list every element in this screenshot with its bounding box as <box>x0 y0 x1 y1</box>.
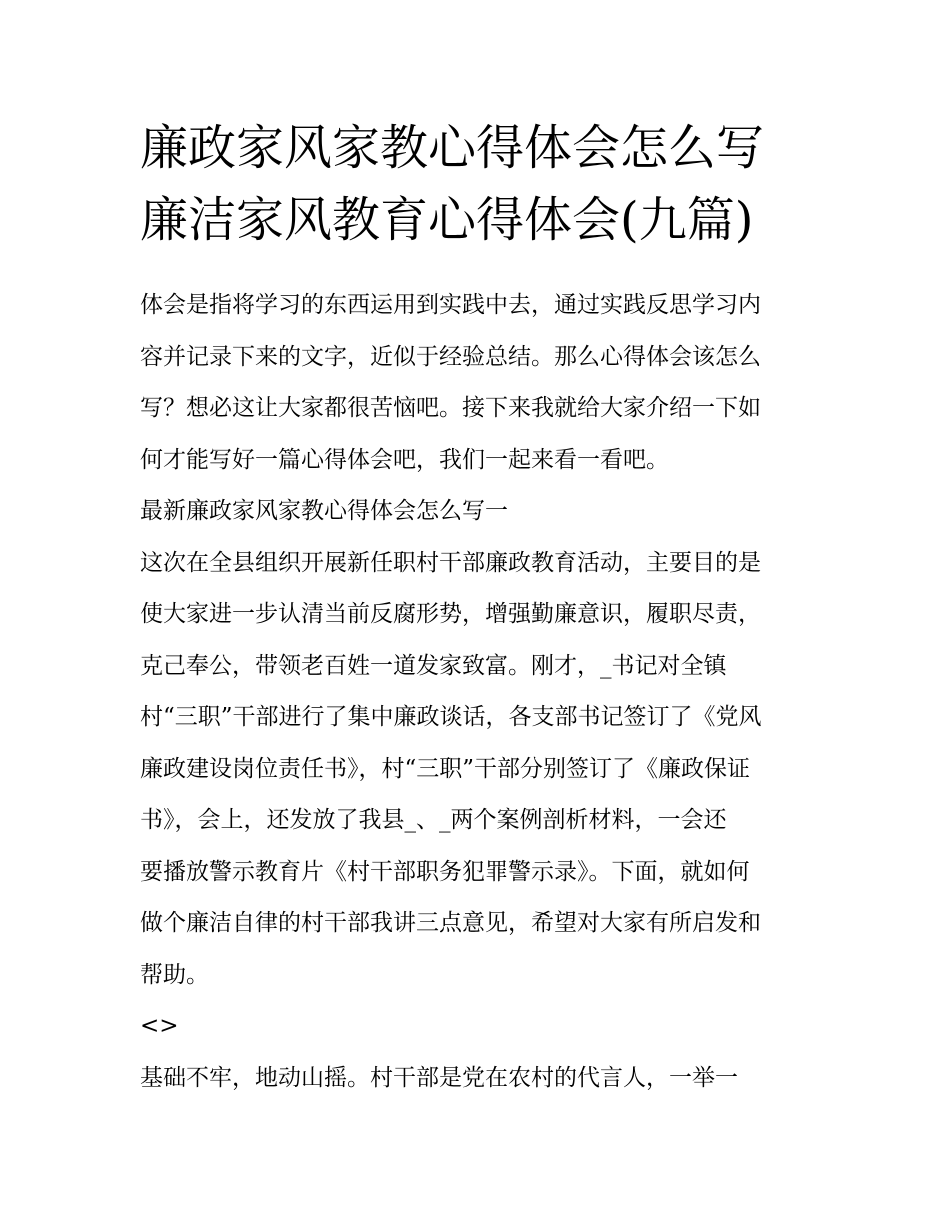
document-title <box>140 112 840 256</box>
title-line: 廉洁家风教育心得体会(九篇) <box>140 192 754 248</box>
paragraph-line: 廉政建设岗位责任书》，村“三职”干部分别签订了《廉政保证 <box>140 755 751 782</box>
placeholder-marker: <> <box>140 1013 179 1039</box>
paragraph-line: 使大家进一步认清当前反腐形势，增强勤廉意识，履职尽责， <box>140 601 761 627</box>
paragraph-line: 写？想必这让大家都很苦恼吧。接下来我就给大家介绍一下如 <box>140 395 761 421</box>
paragraph-line: 村“三职”干部进行了集中廉政谈话，各支部书记签订了《党风 <box>140 704 762 730</box>
paragraph-line: 帮助。 <box>140 961 209 988</box>
paragraph-line: 基础不牢，地动山摇。村干部是党在农村的代言人，一举一 <box>140 1064 738 1091</box>
section-heading: 最新廉政家风家教心得体会怎么写一 <box>140 498 508 524</box>
paragraph-line: 克己奉公，带领老百姓一道发家致富。刚才，_书记对全镇 <box>140 652 727 679</box>
paragraph-line: 容并记录下来的文字，近似于经验总结。那么心得体会该怎么 <box>140 343 761 370</box>
paragraph-line: 要播放警示教育片《村干部职务犯罪警示录》。下面，就如何 <box>140 858 750 885</box>
title-line: 廉政家风家教心得体会怎么写 <box>140 120 765 176</box>
paragraph-line: 做个廉洁自律的村干部我讲三点意见，希望对大家有所启发和 <box>140 910 761 936</box>
paragraph-line: 这次在全县组织开展新任职村干部廉政教育活动，主要目的是 <box>140 549 761 576</box>
paragraph-line: 何才能写好一篇心得体会吧，我们一起来看一看吧。 <box>140 446 669 473</box>
paragraph-line: 书》，会上，还发放了我县_、_两个案例剖析材料，一会还 <box>140 807 727 833</box>
paragraph-line: 体会是指将学习的东西运用到实践中去，通过实践反思学习内 <box>140 292 761 318</box>
document-body <box>140 280 820 1104</box>
